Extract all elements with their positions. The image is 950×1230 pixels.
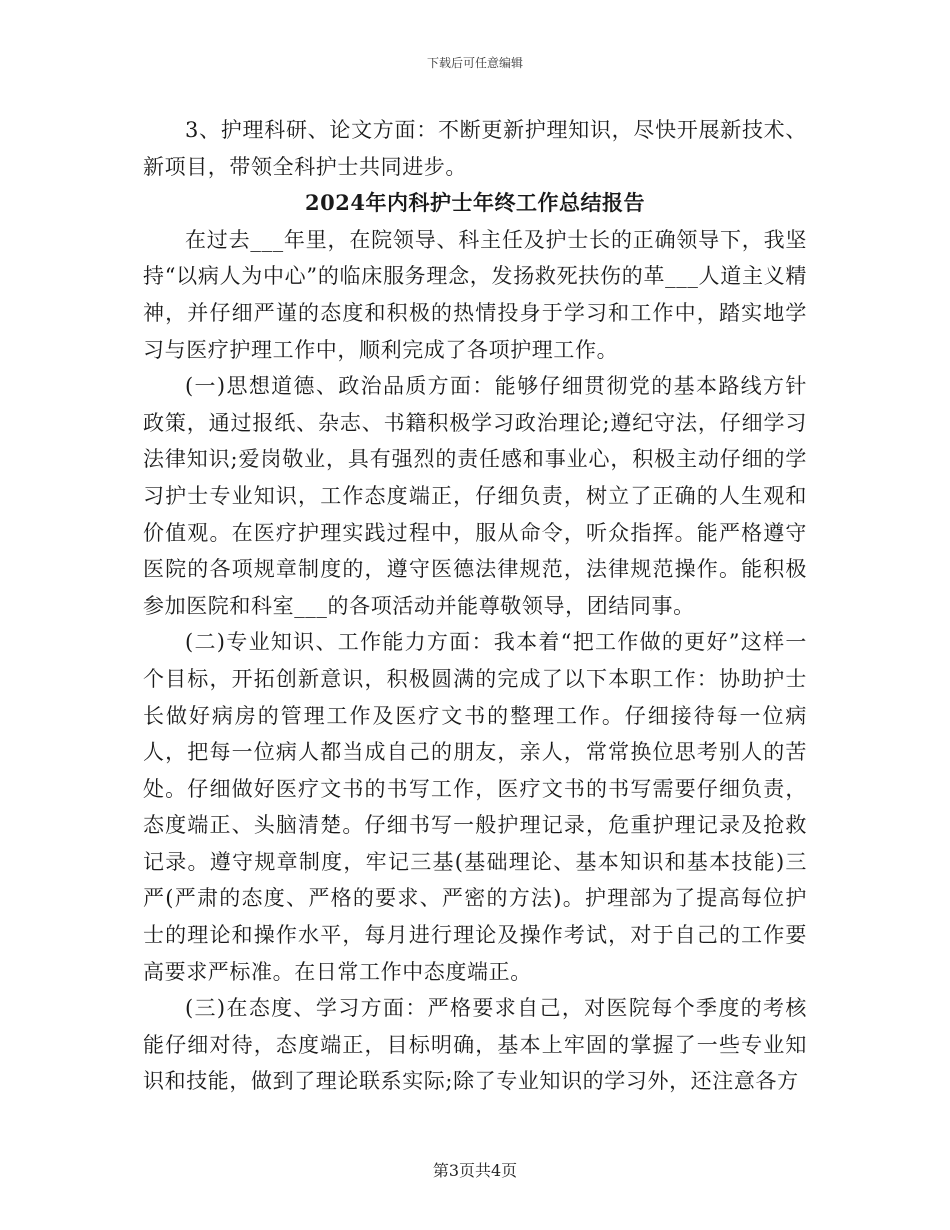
paragraph-section-3: (三)在态度、学习方面：严格要求自己，对医院每个季度的考核能仔细对待，态度端正，目标明确，基本上牢固的掌握了一些专业知识和技能，做到了理论联系实际;除了专业知识的学习外，还注意各方: [143, 996, 807, 1094]
document-title: 2024年内科护士年终工作总结报告: [305, 190, 645, 216]
document-body: [143, 112, 807, 1100]
paragraph-section-1: (一)思想道德、政治品质方面：能够仔细贯彻党的基本路线方针政策，通过报纸、杂志、书籍积极学习政治理论;遵纪守法，仔细学习法律知识;爱岗敬业，具有强烈的责任感和事业心，积极主动仔细的学习护士专业知识，工作态度端正，仔细负责，树立了正确的人生观和价值观。在医疗护理实践过程中，服从命令，听众指挥。能严格遵守医院的各项规章制度的，遵守医德法律规范，法律规范操作。能积极参加医院和科室___的各项活动并能尊敬领导，团结同事。: [143, 374, 807, 618]
paragraph-opening: 在过去___年里，在院领导、科主任及护士长的正确领导下，我坚持“以病人为中心”的临床服务理念，发扬救死扶伤的革___人道主义精神，并仔细严谨的态度和积极的热情投身于学习和工作中，踏实地学习与医疗护理工作中，顺利完成了各项护理工作。: [143, 227, 807, 362]
page-header-note: 下载后可任意编辑: [426, 56, 523, 70]
page-number-footer: 第3页共4页: [432, 1161, 518, 1180]
paragraph-section-2: (二)专业知识、工作能力方面：我本着“把工作做的更好”这样一个目标，开拓创新意识，积极圆满的完成了以下本职工作：协助护士长做好病房的管理工作及医疗文书的整理工作。仔细接待每一位病人，把每一位病人都当成自己的朋友，亲人，常常换位思考别人的苦处。仔细做好医疗文书的书写工作，医疗文书的书写需要仔细负责，态度端正、头脑清楚。仔细书写一般护理记录，危重护理记录及抢救记录。遵守规章制度，牢记三基(基础理论、基本知识和基本技能)三严(严肃的态度、严格的要求、严密的方法)。护理部为了提高每位护士的理论和操作水平，每月进行理论及操作考试，对于自己的工作要高要求严标准。在日常工作中态度端正。: [143, 630, 807, 984]
intro-item-paragraph: 3、护理科研、论文方面：不断更新护理知识，尽快开展新技术、新项目，带领全科护士共同进步。: [143, 118, 807, 179]
